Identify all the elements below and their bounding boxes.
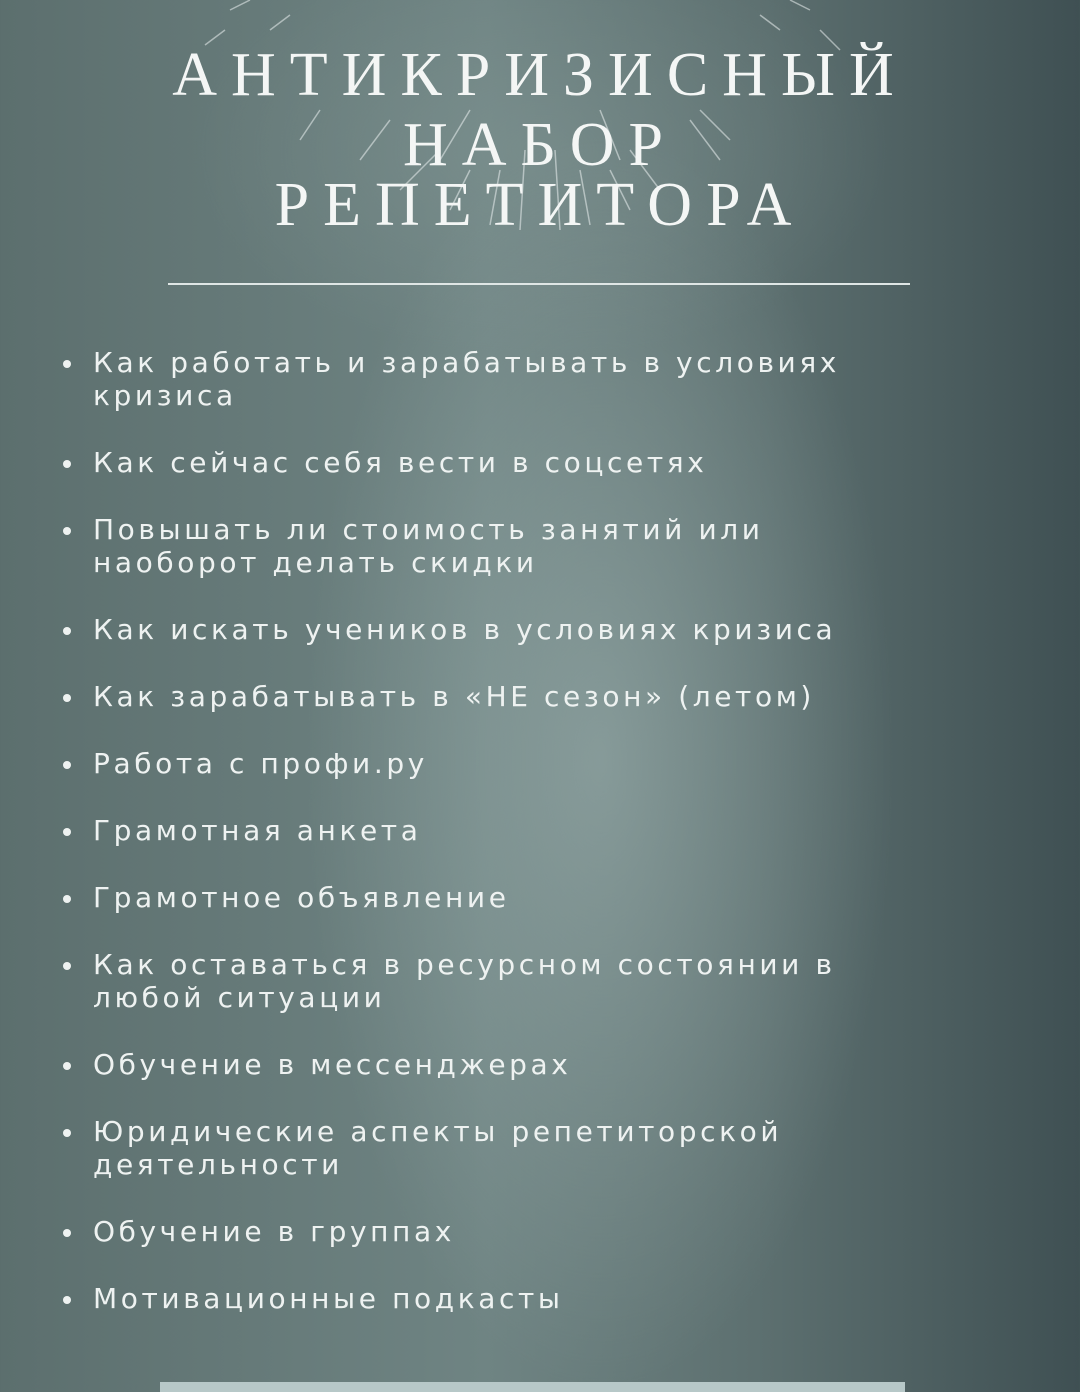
list-item (63, 513, 840, 579)
bullet-icon (63, 962, 71, 970)
bullet-icon (63, 828, 71, 836)
list-item-text: Как сейчас себя вести в соцсетях (93, 446, 708, 479)
list-item-text: Повышать ли стоимость занятий или (93, 513, 764, 546)
list-item (63, 1282, 840, 1315)
bullet-icon (63, 761, 71, 769)
list-item (63, 446, 840, 479)
list-item (63, 814, 840, 847)
list-item (63, 948, 840, 1014)
bullet-icon (63, 895, 71, 903)
topics-list (63, 346, 840, 1349)
bottom-banner (160, 1382, 905, 1392)
list-item-text: Обучение в мессенджерах (93, 1048, 572, 1081)
bullet-icon (63, 1129, 71, 1137)
list-item-text: Юридические аспекты репетиторской (93, 1115, 783, 1148)
title-line-2: НАБОР (403, 111, 677, 179)
list-item-text: Как работать и зарабатывать в условиях (93, 346, 840, 379)
divider (168, 283, 910, 285)
list-item (63, 613, 840, 646)
bullet-icon (63, 360, 71, 368)
list-item-text: Как искать учеников в условиях кризиса (93, 613, 837, 646)
bullet-icon (63, 527, 71, 535)
bullet-icon (63, 694, 71, 702)
bullet-icon (63, 460, 71, 468)
bullet-icon (63, 1296, 71, 1304)
list-item-text: Работа с профи.ру (93, 747, 428, 780)
list-item (63, 747, 840, 780)
list-item (63, 346, 840, 412)
title-line-3: РЕПЕТИТОРА (274, 171, 806, 239)
list-item (63, 881, 840, 914)
list-item-text: Мотивационные подкасты (93, 1282, 564, 1315)
bullet-icon (63, 627, 71, 635)
list-item-text: любой ситуации (93, 981, 386, 1014)
list-item (63, 1215, 840, 1248)
list-item-text: Грамотное объявление (93, 881, 510, 914)
list-item-text: Как зарабатывать в «НЕ сезон» (летом) (93, 680, 815, 713)
list-item-text: Грамотная анкета (93, 814, 422, 847)
list-item-text: кризиса (93, 379, 237, 412)
list-item-text: Обучение в группах (93, 1215, 455, 1248)
bullet-icon (63, 1229, 71, 1237)
list-item (63, 1115, 840, 1181)
bullet-icon (63, 1062, 71, 1070)
list-item-text: Как оставаться в ресурсном состоянии в (93, 948, 836, 981)
list-item (63, 1048, 840, 1081)
list-item (63, 680, 840, 713)
title-line-1: АНТИКРИЗИСНЫЙ (172, 41, 908, 109)
list-item-text: деятельности (93, 1148, 343, 1181)
list-item-text: наоборот делать скидки (93, 546, 538, 579)
